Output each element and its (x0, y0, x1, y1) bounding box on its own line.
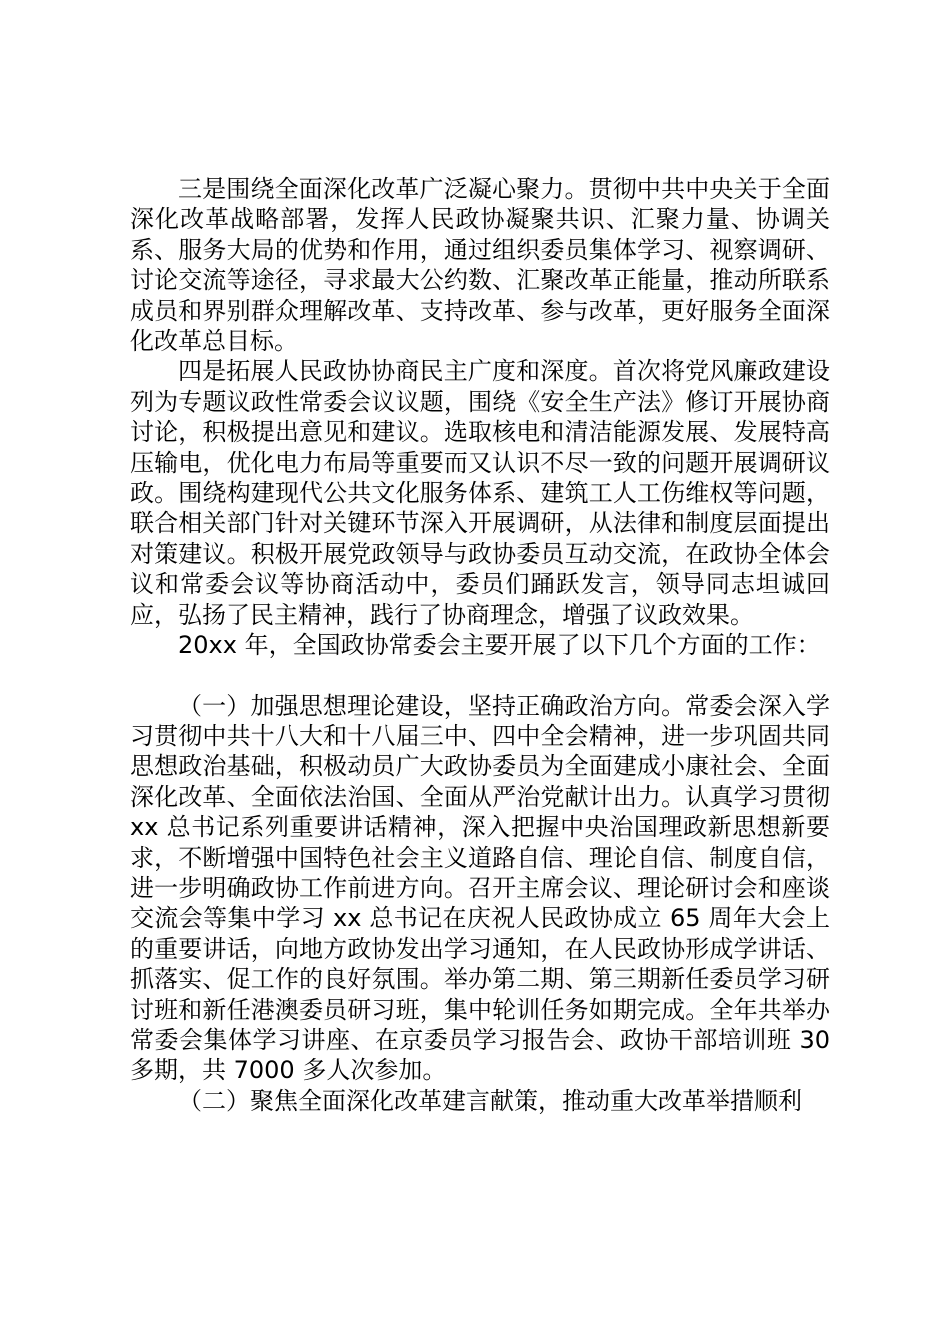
paragraph-annual-work-intro: 20xx 年，全国政协常委会主要开展了以下几个方面的工作： (178, 631, 821, 660)
paragraph-section-one: （一）加强思想理论建设，坚持正确政治方向。常委会深入学习贯彻中共十八大和十八届三中、四中全会精神，进一步巩固共同思想政治基础，积极动员广大政协委员为全面建成小康社会、全面深化改革、全面依法治国、全面从严治党献计出力。认真学习贯彻 xx 总书记系列重要讲话精神，深入把握中央治国理政新思想新要求，不断增强中国特色社会主义道路自信、理论自信、制度自信，进一步明确政协工作前进方向。召开主席会议、理论研讨会和座谈交流会等集中学习 xx 总书记在庆祝人民政协成立 65 周年大会上的重要讲话，向地方政协发出学习通知，在人民政协形成学讲话、抓落实、促工作的良好氛围。举办第二期、第三期新任委员学习研讨班和新任港澳委员研习班，集中轮训任务如期完成。全年共举办常委会集体学习讲座、在京委员学习报告会、政协干部培训班 30 多期，共 7000 多人次参加。 (130, 691, 830, 1085)
paragraph-spacer (130, 661, 830, 691)
paragraph-consultative-democracy: 四是拓展人民政协协商民主广度和深度。首次将党风廉政建设列为专题议政性常委会议议题，围绕《安全生产法》修订开展协商讨论，积极提出意见和建议。选取核电和清洁能源发展、发展特高压输电，优化电力布局等重要而又认识不尽一致的问题开展调研议政。围绕构建现代公共文化服务体系、建筑工人工伤维权等问题，联合相关部门针对关键环节深入开展调研，从法律和制度层面提出对策建议。积极开展党政领导与政协委员互动交流，在政协全体会议和常委会议等协商活动中，委员们踊跃发言，领导同志坦诚回应，弘扬了民主精神，践行了协商理念，增强了议政效果。 (130, 357, 830, 629)
document-body (130, 174, 830, 1116)
paragraph-reform-consensus: 三是围绕全面深化改革广泛凝心聚力。贯彻中共中央关于全面深化改革战略部署，发挥人民政协凝聚共识、汇聚力量、协调关系、服务大局的优势和作用，通过组织委员集体学习、视察调研、讨论交流等途径，寻求最大公约数、汇聚改革正能量，推动所联系成员和界别群众理解改革、支持改革、参与改革，更好服务全面深化改革总目标。 (130, 175, 830, 356)
paragraph-section-two: （二）聚焦全面深化改革建言献策，推动重大改革举措顺利 (178, 1086, 802, 1115)
